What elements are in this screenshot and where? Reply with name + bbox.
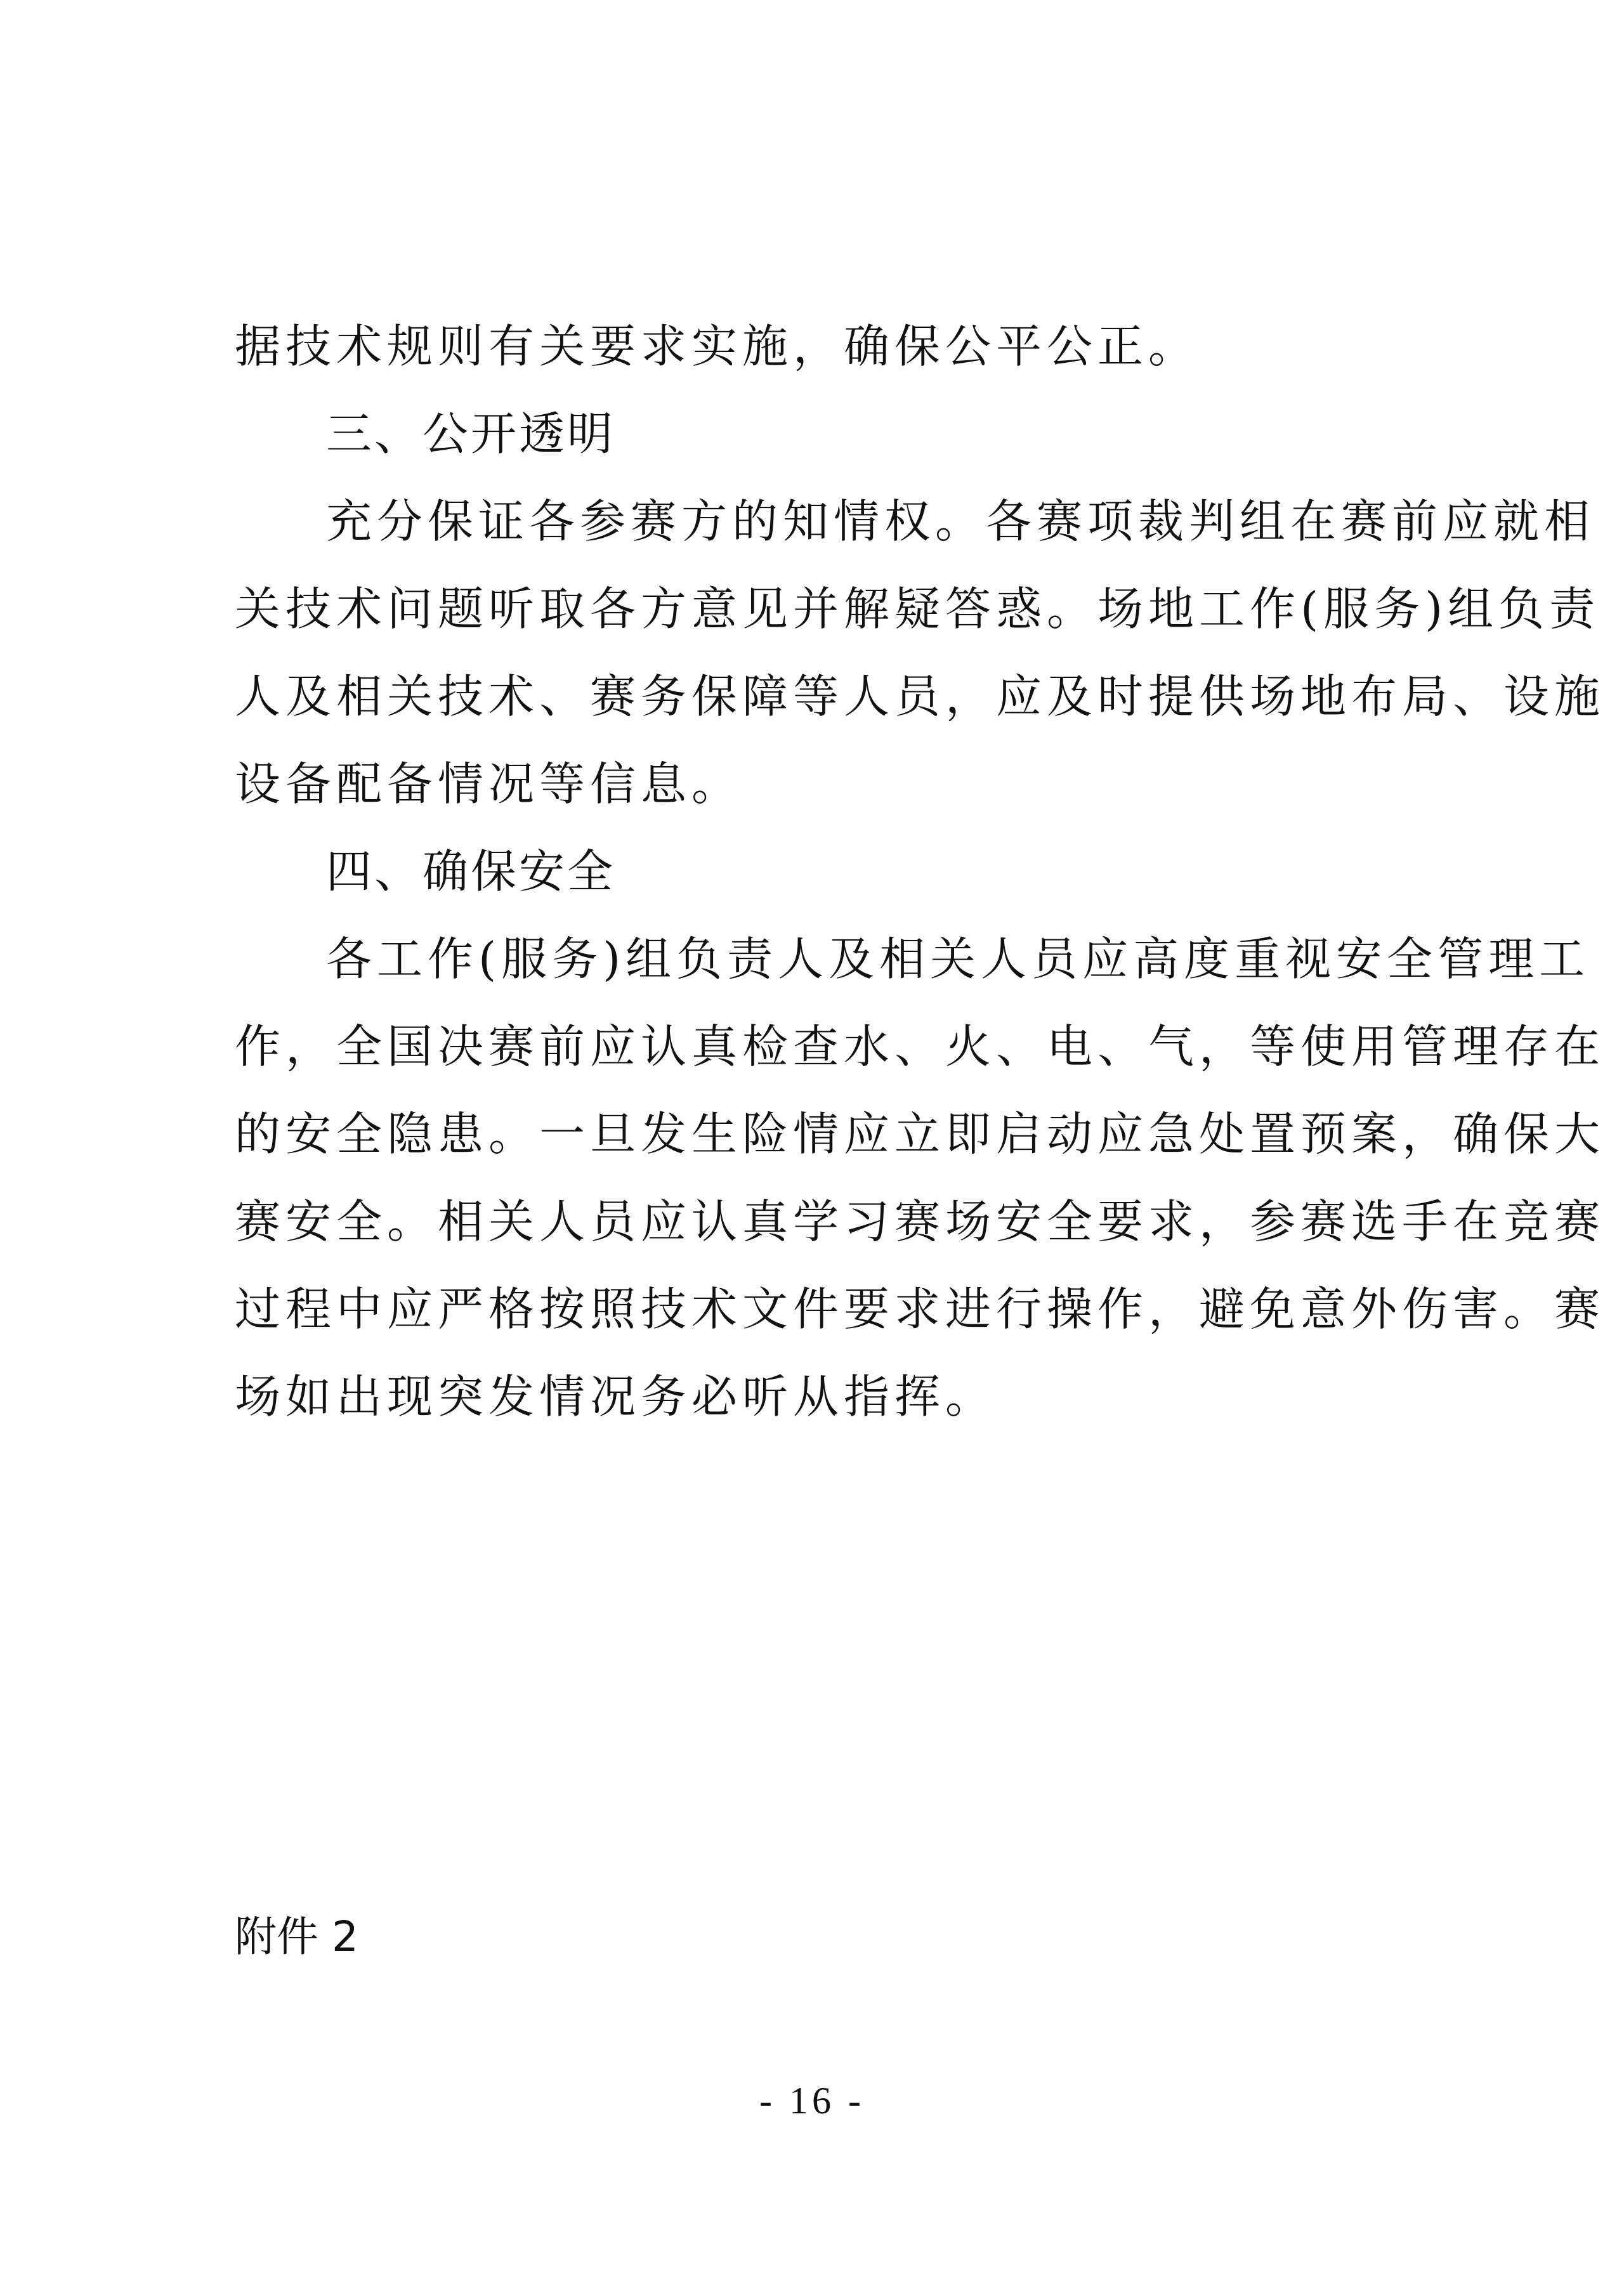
paragraph-line: 场如出现突发情况务必听从指挥。 bbox=[235, 1370, 997, 1423]
section-heading: 四、确保安全 bbox=[326, 845, 616, 898]
paragraph-line: 设备配备情况等信息。 bbox=[235, 757, 743, 811]
paragraph-line: 过程中应严格按照技术文件要求进行操作，避免意外伤害。赛 bbox=[235, 1282, 1606, 1336]
paragraph-line: 赛安全。相关人员应认真学习赛场安全要求，参赛选手在竞赛 bbox=[235, 1195, 1606, 1248]
paragraph-line: 各工作(服务)组负责人及相关人员应高度重视安全管理工 bbox=[326, 932, 1590, 986]
page-number: - 16 - bbox=[759, 2080, 865, 2122]
paragraph-line: 作，全国决赛前应认真检查水、火、电、气，等使用管理存在 bbox=[235, 1020, 1606, 1073]
paragraph-line: 充分保证各参赛方的知情权。各赛项裁判组在赛前应就相 bbox=[326, 495, 1595, 548]
paragraph-line: 据技术规则有关要求实施，确保公平公正。 bbox=[235, 320, 1200, 373]
section-heading: 三、公开透明 bbox=[326, 407, 616, 460]
paragraph-line: 人及相关技术、赛务保障等人员，应及时提供场地布局、设施 bbox=[235, 670, 1606, 723]
annex-label: 附件 2 bbox=[235, 1912, 358, 1961]
paragraph-line: 的安全隐患。一旦发生险情应立即启动应急处置预案，确保大 bbox=[235, 1107, 1606, 1161]
paragraph-line: 关技术问题听取各方意见并解疑答惑。场地工作(服务)组负责 bbox=[235, 582, 1601, 636]
